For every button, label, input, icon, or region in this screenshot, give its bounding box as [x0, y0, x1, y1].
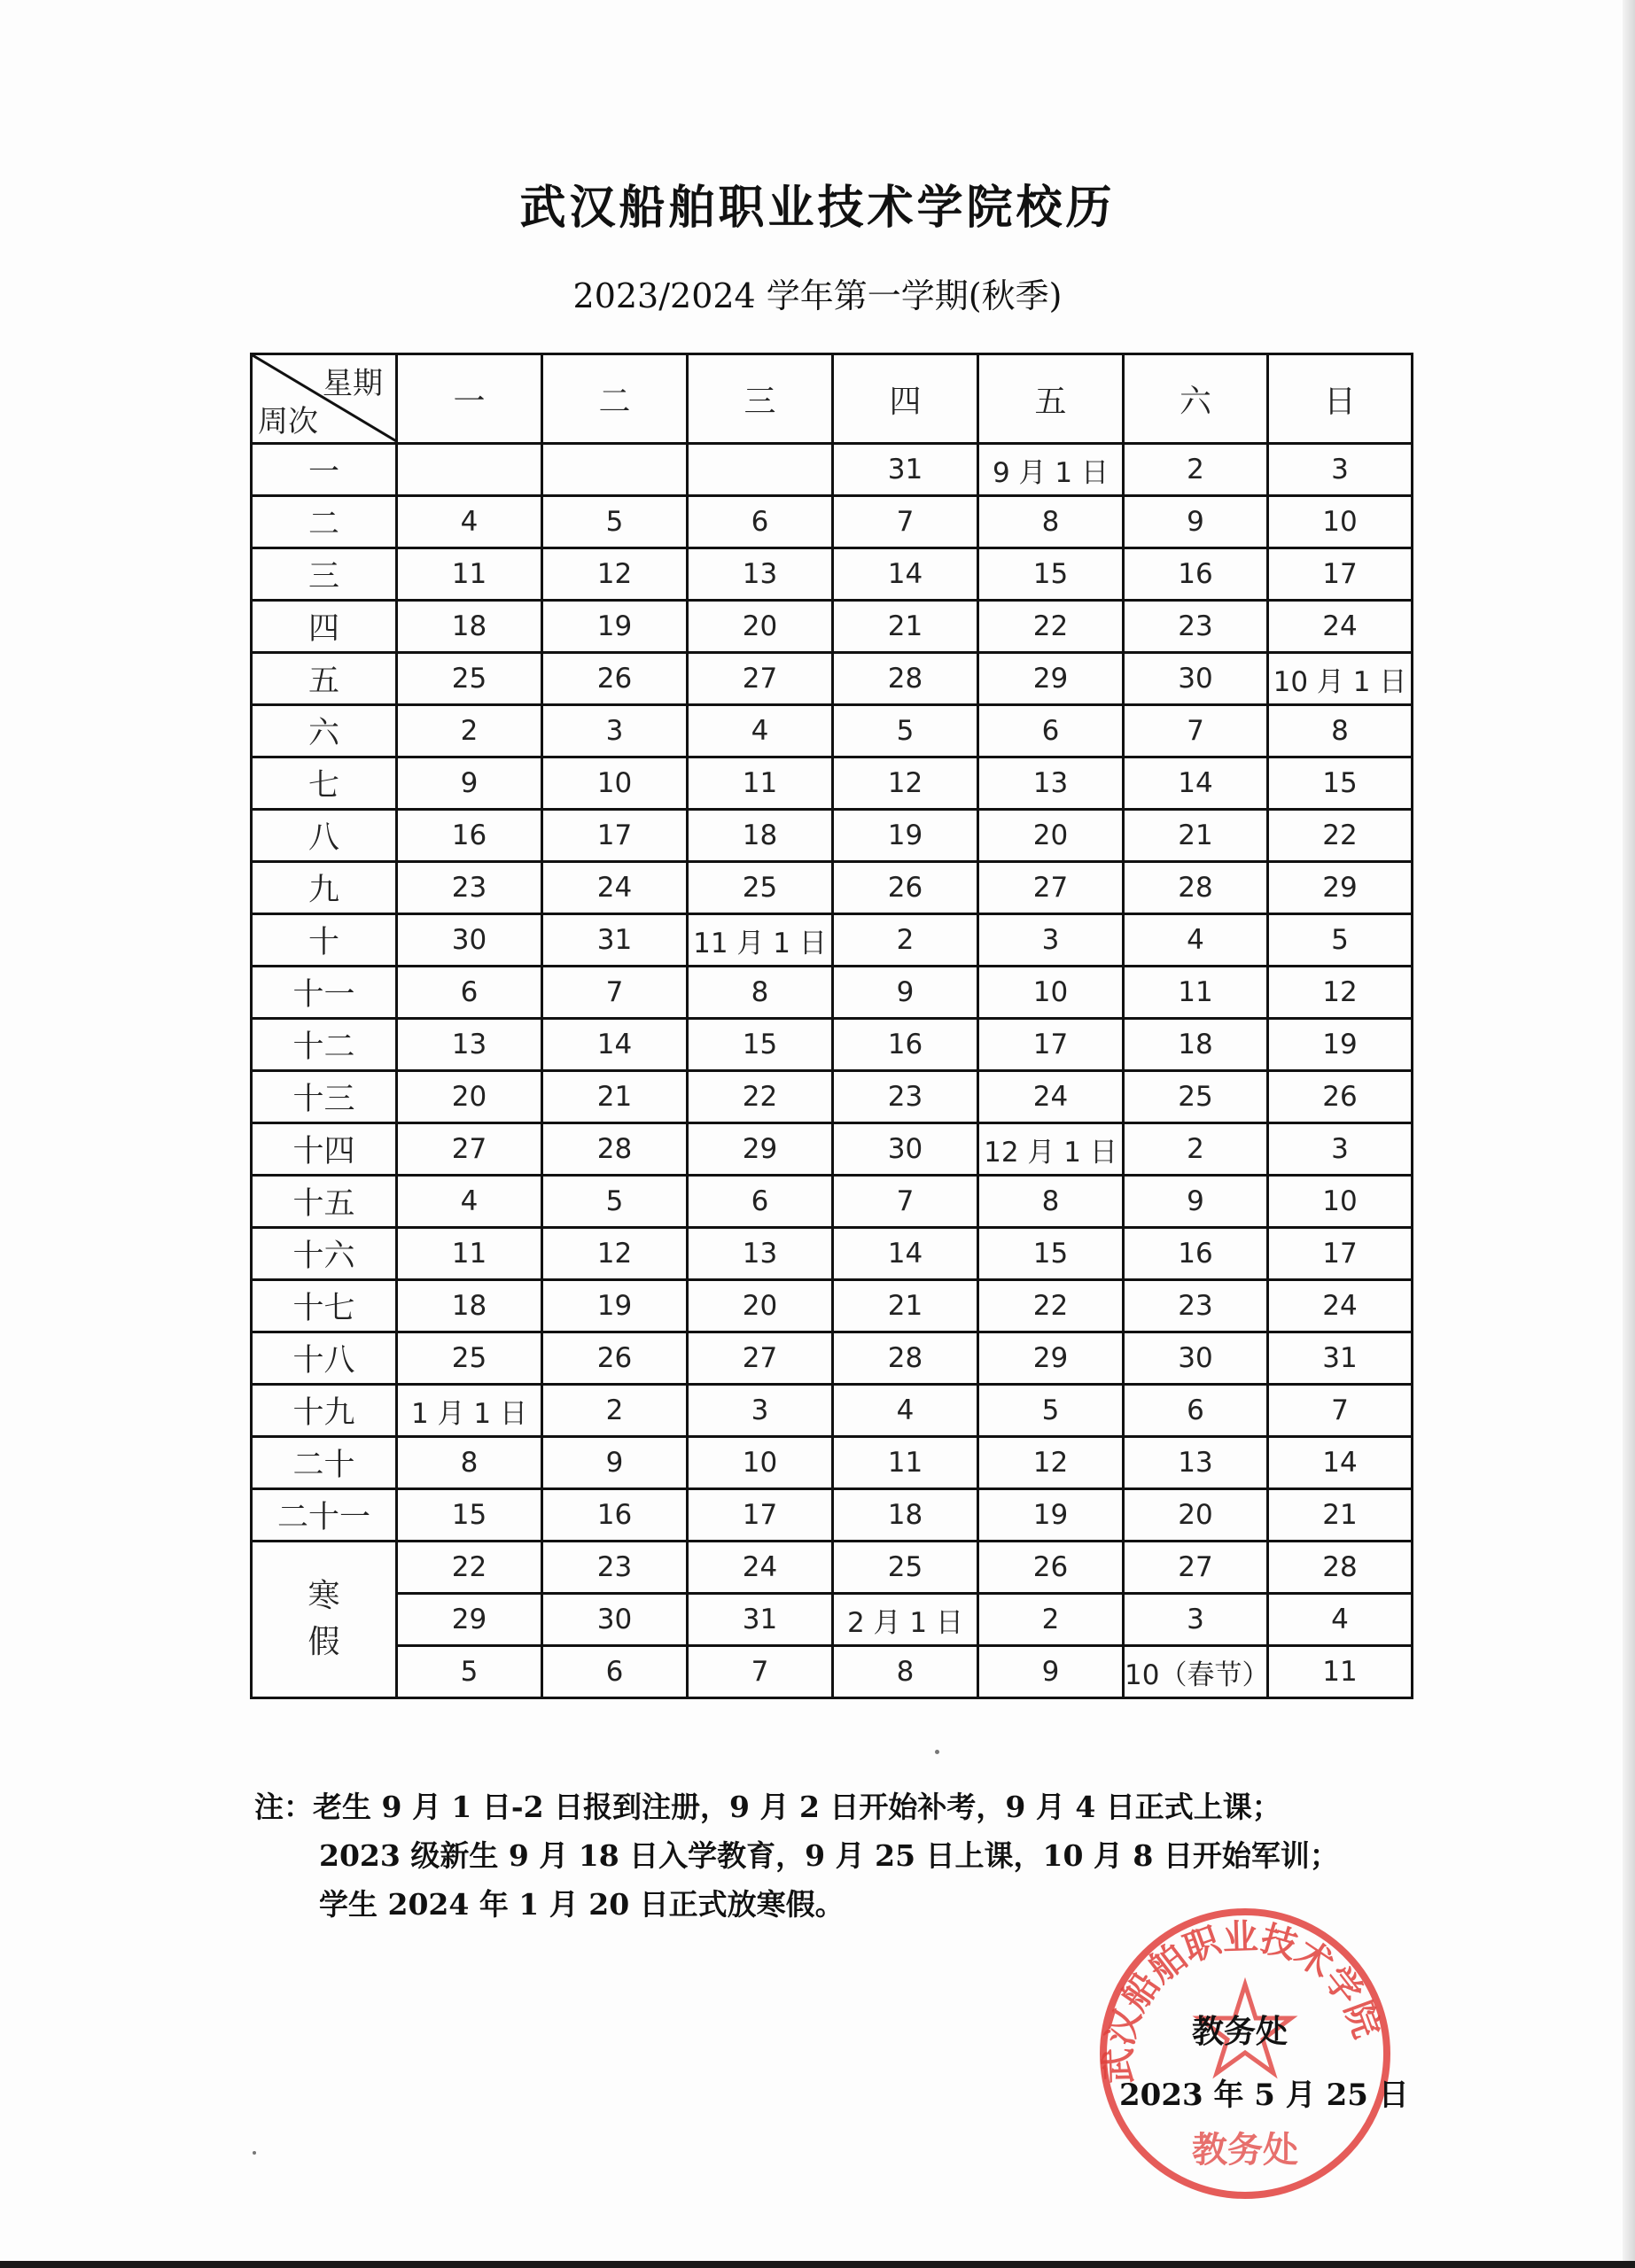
date-cell: 11 [397, 548, 542, 601]
date-cell: 15 [978, 1228, 1124, 1280]
week-number-cell: 二 [252, 496, 397, 548]
date-cell: 26 [833, 862, 978, 914]
date-cell: 21 [833, 1280, 978, 1332]
date-cell: 10（春节） [1124, 1646, 1268, 1698]
date-cell: 22 [688, 1071, 833, 1123]
date-cell: 15 [688, 1019, 833, 1071]
date-cell: 6 [542, 1646, 688, 1698]
date-cell: 30 [397, 914, 542, 967]
date-cell: 4 [833, 1385, 978, 1437]
week-row [252, 1176, 1413, 1228]
date-cell: 24 [542, 862, 688, 914]
note-line: 学生 2024 年 1 月 20 日正式放寒假。 [319, 1887, 845, 1922]
header-row [252, 354, 1413, 444]
date-cell: 2 [1124, 1123, 1268, 1176]
week-row [252, 810, 1413, 862]
date-cell: 29 [978, 1332, 1124, 1385]
date-cell: 1 月 1 日 [397, 1385, 542, 1437]
week-row [252, 601, 1413, 653]
week-number-cell: 十二 [252, 1019, 397, 1071]
date-cell: 16 [1124, 548, 1268, 601]
date-cell: 9 [1124, 496, 1268, 548]
date-cell: 27 [397, 1123, 542, 1176]
date-cell: 5 [397, 1646, 542, 1698]
date-cell: 30 [542, 1594, 688, 1646]
date-cell: 31 [688, 1594, 833, 1646]
date-cell: 23 [397, 862, 542, 914]
page-subtitle: 2023/2024 学年第一学期(秋季) [572, 276, 1063, 315]
date-cell: 26 [978, 1542, 1124, 1594]
date-cell: 28 [542, 1123, 688, 1176]
week-row [252, 548, 1413, 601]
date-cell: 19 [542, 1280, 688, 1332]
date-cell: 27 [688, 653, 833, 705]
date-cell: 9 [978, 1646, 1124, 1698]
date-cell: 9 月 1 日 [978, 444, 1124, 496]
date-cell: 17 [978, 1019, 1124, 1071]
date-cell: 17 [688, 1489, 833, 1542]
date-cell: 17 [1268, 548, 1413, 601]
winter-break-label: 假 [308, 1624, 340, 1660]
week-number-cell: 十一 [252, 967, 397, 1019]
week-number-cell: 十三 [252, 1071, 397, 1123]
date-cell: 26 [542, 1332, 688, 1385]
date-cell: 13 [978, 757, 1124, 810]
date-cell: 19 [833, 810, 978, 862]
date-cell: 24 [1268, 1280, 1413, 1332]
date-cell: 3 [1268, 444, 1413, 496]
date-cell: 16 [833, 1019, 978, 1071]
date-cell: 20 [397, 1071, 542, 1123]
date-cell: 19 [1268, 1019, 1413, 1071]
date-cell: 18 [397, 601, 542, 653]
date-cell: 3 [1268, 1123, 1413, 1176]
date-cell: 3 [688, 1385, 833, 1437]
date-cell: 22 [978, 1280, 1124, 1332]
note-line: 2023 级新生 9 月 18 日入学教育，9 月 25 日上课，10 月 8 日开始军训； [319, 1838, 1339, 1873]
week-row [252, 1385, 1413, 1437]
date-cell: 29 [1268, 862, 1413, 914]
date-cell: 30 [1124, 1332, 1268, 1385]
date-cell: 20 [978, 810, 1124, 862]
date-cell: 12 [1268, 967, 1413, 1019]
seal-subtext: 教务处 [1192, 2129, 1298, 2171]
date-cell: 20 [1124, 1489, 1268, 1542]
week-number-cell: 二十 [252, 1437, 397, 1489]
week-number-cell: 十五 [252, 1176, 397, 1228]
date-cell: 6 [397, 967, 542, 1019]
page-title: 武汉船舶职业技术学院校历 [519, 181, 1116, 235]
date-cell: 31 [833, 444, 978, 496]
date-cell: 22 [1268, 810, 1413, 862]
date-cell: 14 [833, 548, 978, 601]
week-number-cell: 十六 [252, 1228, 397, 1280]
date-cell: 10 月 1 日 [1268, 653, 1413, 705]
date-cell: 9 [1124, 1176, 1268, 1228]
date-cell: 31 [542, 914, 688, 967]
date-cell: 3 [978, 914, 1124, 967]
date-cell: 17 [542, 810, 688, 862]
date-cell: 5 [1268, 914, 1413, 967]
date-cell: 8 [397, 1437, 542, 1489]
date-cell: 11 [397, 1228, 542, 1280]
day-header: 日 [1268, 354, 1413, 444]
date-cell: 12 [978, 1437, 1124, 1489]
date-cell: 16 [397, 810, 542, 862]
date-cell: 27 [1124, 1542, 1268, 1594]
date-cell: 28 [1268, 1542, 1413, 1594]
date-cell: 7 [1124, 705, 1268, 757]
day-header: 四 [833, 354, 978, 444]
week-row [252, 1489, 1413, 1542]
day-header: 五 [978, 354, 1124, 444]
issuing-office: 教务处 [1192, 2013, 1289, 2050]
date-cell: 5 [542, 1176, 688, 1228]
date-cell: 13 [688, 548, 833, 601]
date-cell: 25 [1124, 1071, 1268, 1123]
date-cell: 2 [542, 1385, 688, 1437]
week-row [252, 496, 1413, 548]
date-cell: 7 [833, 496, 978, 548]
winter-break-row [252, 1646, 1413, 1698]
date-cell: 13 [397, 1019, 542, 1071]
date-cell: 29 [397, 1594, 542, 1646]
date-cell: 20 [688, 1280, 833, 1332]
date-cell: 30 [833, 1123, 978, 1176]
date-cell: 14 [542, 1019, 688, 1071]
date-cell: 4 [1124, 914, 1268, 967]
date-cell: 22 [978, 601, 1124, 653]
week-number-cell: 五 [252, 653, 397, 705]
date-cell: 14 [1268, 1437, 1413, 1489]
date-cell: 23 [542, 1542, 688, 1594]
date-cell: 2 [978, 1594, 1124, 1646]
date-cell: 8 [1268, 705, 1413, 757]
note-line: 注：老生 9 月 1 日-2 日报到注册，9 月 2 日开始补考，9 月 4 日正式上课； [254, 1790, 1281, 1824]
date-cell: 2 月 1 日 [833, 1594, 978, 1646]
seal-text: 武汉船舶职业技术学院 [1097, 1915, 1388, 2085]
date-cell: 2 [833, 914, 978, 967]
day-header: 六 [1124, 354, 1268, 444]
date-cell: 20 [688, 601, 833, 653]
week-number-cell: 七 [252, 757, 397, 810]
date-cell: 21 [833, 601, 978, 653]
date-cell: 24 [688, 1542, 833, 1594]
day-header: 二 [542, 354, 688, 444]
week-row [252, 914, 1413, 967]
week-row [252, 653, 1413, 705]
week-number-cell: 九 [252, 862, 397, 914]
date-cell: 7 [833, 1176, 978, 1228]
date-cell: 8 [978, 1176, 1124, 1228]
date-cell: 29 [978, 653, 1124, 705]
scan-speck [253, 2151, 256, 2155]
corner-label-weekday: 星期 [323, 366, 383, 401]
week-number-cell: 六 [252, 705, 397, 757]
date-cell: 21 [1124, 810, 1268, 862]
date-cell [397, 444, 542, 496]
date-cell: 8 [688, 967, 833, 1019]
date-cell: 12 [833, 757, 978, 810]
date-cell: 7 [688, 1646, 833, 1698]
date-cell: 18 [688, 810, 833, 862]
date-cell: 27 [688, 1332, 833, 1385]
date-cell: 13 [1124, 1437, 1268, 1489]
date-cell: 7 [542, 967, 688, 1019]
date-cell: 31 [1268, 1332, 1413, 1385]
date-cell: 25 [688, 862, 833, 914]
week-number-cell: 八 [252, 810, 397, 862]
date-cell: 4 [397, 1176, 542, 1228]
svg-text:武汉船舶职业技术学院 [1098, 1916, 1388, 2084]
date-cell: 24 [978, 1071, 1124, 1123]
week-row [252, 1332, 1413, 1385]
date-cell: 3 [542, 705, 688, 757]
date-cell: 13 [688, 1228, 833, 1280]
week-row [252, 444, 1413, 496]
date-cell: 16 [542, 1489, 688, 1542]
date-cell: 3 [1124, 1594, 1268, 1646]
date-cell: 12 [542, 548, 688, 601]
date-cell: 28 [833, 1332, 978, 1385]
week-row [252, 1071, 1413, 1123]
winter-break-row [252, 1594, 1413, 1646]
date-cell: 6 [978, 705, 1124, 757]
date-cell: 10 [1268, 496, 1413, 548]
date-cell: 9 [542, 1437, 688, 1489]
date-cell [542, 444, 688, 496]
date-cell: 16 [1124, 1228, 1268, 1280]
date-cell: 18 [397, 1280, 542, 1332]
date-cell: 4 [1268, 1594, 1413, 1646]
week-row [252, 1228, 1413, 1280]
corner-label-week: 周次 [258, 404, 318, 439]
date-cell: 15 [397, 1489, 542, 1542]
date-cell: 2 [397, 705, 542, 757]
issue-date: 2023 年 5 月 25 日 [1119, 2078, 1409, 2113]
date-cell [688, 444, 833, 496]
date-cell: 26 [542, 653, 688, 705]
week-row [252, 757, 1413, 810]
week-row [252, 1437, 1413, 1489]
date-cell: 19 [978, 1489, 1124, 1542]
date-cell: 21 [1268, 1489, 1413, 1542]
week-row [252, 967, 1413, 1019]
week-number-cell: 十九 [252, 1385, 397, 1437]
date-cell: 21 [542, 1071, 688, 1123]
date-cell: 5 [833, 705, 978, 757]
date-cell: 19 [542, 601, 688, 653]
date-cell: 25 [833, 1542, 978, 1594]
winter-break-label-cell [252, 1542, 397, 1698]
date-cell: 26 [1268, 1071, 1413, 1123]
date-cell: 15 [978, 548, 1124, 601]
day-header: 三 [688, 354, 833, 444]
date-cell: 4 [688, 705, 833, 757]
date-cell: 25 [397, 653, 542, 705]
date-cell: 30 [1124, 653, 1268, 705]
date-cell: 23 [833, 1071, 978, 1123]
date-cell: 6 [1124, 1385, 1268, 1437]
date-cell: 11 [688, 757, 833, 810]
date-cell: 10 [542, 757, 688, 810]
date-cell: 6 [688, 496, 833, 548]
date-cell: 4 [397, 496, 542, 548]
week-number-cell: 十四 [252, 1123, 397, 1176]
date-cell: 12 月 1 日 [978, 1123, 1124, 1176]
date-cell: 24 [1268, 601, 1413, 653]
date-cell: 23 [1124, 601, 1268, 653]
week-number-cell: 十 [252, 914, 397, 967]
week-number-cell: 一 [252, 444, 397, 496]
date-cell: 28 [1124, 862, 1268, 914]
date-cell: 7 [1268, 1385, 1413, 1437]
date-cell: 11 [1268, 1646, 1413, 1698]
date-cell: 9 [833, 967, 978, 1019]
date-cell: 17 [1268, 1228, 1413, 1280]
week-number-cell: 二十一 [252, 1489, 397, 1542]
week-row [252, 1280, 1413, 1332]
date-cell: 9 [397, 757, 542, 810]
date-cell: 5 [978, 1385, 1124, 1437]
date-cell: 14 [833, 1228, 978, 1280]
date-cell: 14 [1124, 757, 1268, 810]
date-cell: 6 [688, 1176, 833, 1228]
date-cell: 8 [978, 496, 1124, 548]
winter-break-label: 寒 [308, 1578, 340, 1614]
week-row [252, 862, 1413, 914]
date-cell: 10 [978, 967, 1124, 1019]
date-cell: 10 [688, 1437, 833, 1489]
date-cell: 22 [397, 1542, 542, 1594]
week-row [252, 1019, 1413, 1071]
date-cell: 29 [688, 1123, 833, 1176]
week-number-cell: 十八 [252, 1332, 397, 1385]
day-header: 一 [397, 354, 542, 444]
week-number-cell: 三 [252, 548, 397, 601]
date-cell: 8 [833, 1646, 978, 1698]
week-number-cell: 四 [252, 601, 397, 653]
date-cell: 18 [833, 1489, 978, 1542]
scan-edge-bottom [0, 2261, 1635, 2268]
date-cell: 23 [1124, 1280, 1268, 1332]
date-cell: 2 [1124, 444, 1268, 496]
date-cell: 18 [1124, 1019, 1268, 1071]
corner-header-cell [252, 354, 397, 444]
date-cell: 27 [978, 862, 1124, 914]
date-cell: 11 [1124, 967, 1268, 1019]
date-cell: 11 [833, 1437, 978, 1489]
date-cell: 12 [542, 1228, 688, 1280]
date-cell: 25 [397, 1332, 542, 1385]
week-number-cell: 十七 [252, 1280, 397, 1332]
week-row [252, 705, 1413, 757]
calendar-table [250, 353, 1413, 1699]
date-cell: 10 [1268, 1176, 1413, 1228]
scan-edge-right [1623, 0, 1635, 2268]
date-cell: 15 [1268, 757, 1413, 810]
winter-break-row [252, 1542, 1413, 1594]
date-cell: 5 [542, 496, 688, 548]
week-row [252, 1123, 1413, 1176]
date-cell: 11 月 1 日 [688, 914, 833, 967]
date-cell: 28 [833, 653, 978, 705]
scan-speck [935, 1750, 939, 1754]
